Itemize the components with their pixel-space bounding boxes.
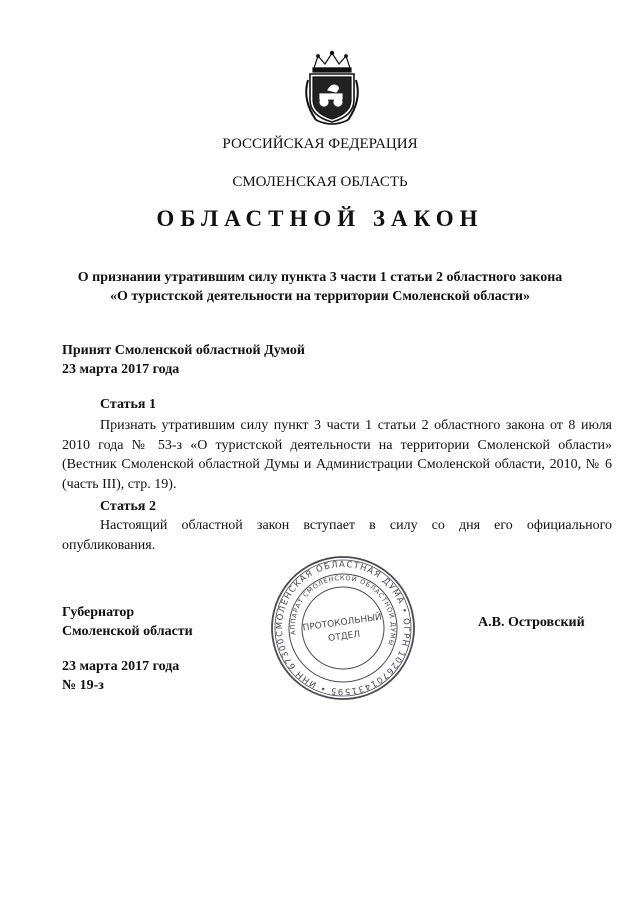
governor-title xyxy=(62,603,193,641)
stamp-inner-text: АППАРАТ СМОЛЕНСКОЙ ОБЛАСТНОЙ ДУМЫ xyxy=(288,573,398,648)
signing-info xyxy=(62,657,179,695)
adoption-info xyxy=(62,341,305,379)
law-title-line2: «О туристской деятельности на территории Смоленской области» xyxy=(110,289,530,304)
governor-name: А.В. Островский xyxy=(478,615,585,630)
article-2-text: Настоящий областной закон вступает в силу со дня его официального опубликования. xyxy=(62,518,612,553)
law-number: № 19-з xyxy=(62,678,104,693)
governor-position: Губернатор xyxy=(62,605,135,620)
law-title-line1: О признании утратившим силу пункта 3 части 1 статьи 2 областного закона xyxy=(77,270,563,285)
article-1-heading: Статья 1 xyxy=(100,397,156,412)
coat-of-arms-icon xyxy=(300,50,364,126)
official-stamp xyxy=(268,553,418,703)
stamp-center-line2: ОТДЕЛ xyxy=(327,629,361,645)
article-1-text: Признать утратившим силу пункт 3 части 1 статьи 2 областного закона от 8 июля 2010 года № 53-з «О туристской деятельности на территории Смоленской области» (Вестник Смоленской областной Думы и Администрации Смоленской области, 2010, № 6 (часть III), стр. 19). xyxy=(62,418,612,492)
region-name: СМОЛЕНСКАЯ ОБЛАСТЬ xyxy=(232,174,408,190)
document-type: ОБЛАСТНОЙ ЗАКОН xyxy=(156,206,484,231)
country-name: РОССИЙСКАЯ ФЕДЕРАЦИЯ xyxy=(222,136,418,152)
adopted-by: Принят Смоленской областной Думой xyxy=(62,343,305,358)
stamp-outer-text: СМОЛЕНСКАЯ ОБЛАСТНАЯ ДУМА • ОГРН 1026701431595 • ИНН 6730003826 xyxy=(274,559,412,697)
article-2-heading: Статья 2 xyxy=(100,499,156,514)
law-title xyxy=(40,268,600,306)
adopted-date: 23 марта 2017 года xyxy=(62,362,180,377)
signing-date: 23 марта 2017 года xyxy=(62,659,180,674)
governor-region: Смоленской области xyxy=(62,624,193,639)
stamp-center-line1: ПРОТОКОЛЬНЫЙ xyxy=(302,612,383,634)
